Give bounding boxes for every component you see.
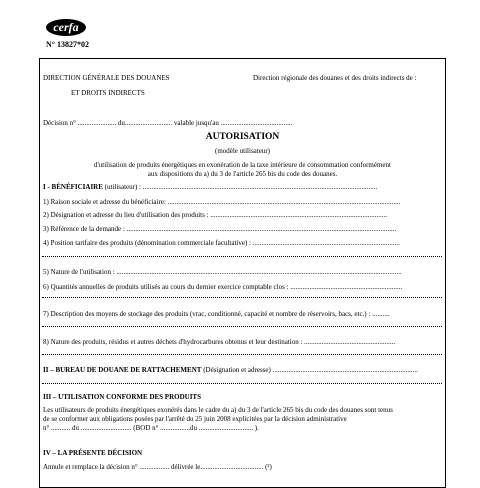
item-7: 7) Description des moyens de stockage des produits (vrac, conditionné, capacité et nombre de réservoirs, bacs, etc.) : .......... [43, 310, 390, 318]
item-3: 3) Référence de la demande : .......................................................................................................................................................... [43, 225, 397, 233]
intro-line1: d'utilisation de produits énergétiques en exonération de la taxe intérieure de consommation conformément [94, 161, 391, 169]
section2-heading: II – BUREAU DE DOUANE DE RATTACHEMENT (Désignation et adresse) ................................................................................... [43, 366, 418, 374]
dr-label: Direction régionale des douanes et des droits indirects de : [253, 74, 417, 82]
dotted-rule [42, 354, 442, 355]
section1-heading: I - BÉNÉFICIAIRE (utilisateur) : ...................................................................................................................................... [43, 183, 378, 191]
dotted-rule [42, 256, 442, 257]
dotted-rule [42, 326, 442, 327]
dg-line2: ET DROITS INDIRECTS [71, 89, 145, 97]
dotted-rule [42, 297, 442, 298]
doc-subtitle: (modèle utilisateur) [214, 147, 270, 155]
decision-line: Décision n° ...................... du........................... valable jusqu'au ......................................... [43, 119, 293, 127]
section3-paragraph [43, 406, 443, 433]
dotted-rule [42, 383, 442, 384]
item-4: 4) Position tarifaire des produits (dénomination commerciale facultative) : .................................................................................... [43, 239, 400, 247]
doc-title: AUTORISATION [205, 132, 280, 142]
intro-line2: aux dispositions du a) du 3 de l'article 265 bis du code des douanes. [147, 170, 338, 178]
item-6: 6) Quantités annuelles de produits utilisés au cours du dernier exercice comptable clos : ................................................................ [43, 283, 403, 291]
item-2: 2) Désignation et adresse du lieu d'utilisation des produits : ..................................................................................................... [43, 211, 388, 219]
section3-line: n° ........... du ............................. (BOD n° .................du ............................... ). [43, 424, 259, 432]
form-number: N° 13827*02 [46, 40, 89, 49]
cerfa-logo: cerfa [46, 19, 86, 36]
section3-line: Les utilisateurs de produits énergétiques exonérés dans le cadre du a) du 3 de l'article 265 bis du code des douanes sont tenus [43, 406, 393, 414]
item-1: 1) Raison sociale et adresse du bénéficiaire: ..................................................................................................................................... [43, 198, 401, 206]
section3-heading: III – UTILISATION CONFORME DES PRODUITS [43, 393, 201, 401]
item-5: 5) Nature de l'utilisation : ................................................................................................................................................................... [43, 268, 402, 276]
section4-heading: IV – LA PRÉSENTE DÉCISION [43, 449, 143, 457]
dg-line1: DIRECTION GÉNÉRALE DES DOUANES [43, 74, 170, 82]
section4-line: Annule et remplace la décision n° ................. délivrée le.................................... (²) [43, 463, 272, 471]
section3-line: de se conformer aux obligations posées par l'arrêté du 25 juin 2008 explicitées par la décision administrative [43, 415, 347, 423]
item-8: 8) Nature des produits, résidus et autres déchets d'hydrocarbures obtenus et leur destination : .................................................... [43, 338, 396, 346]
